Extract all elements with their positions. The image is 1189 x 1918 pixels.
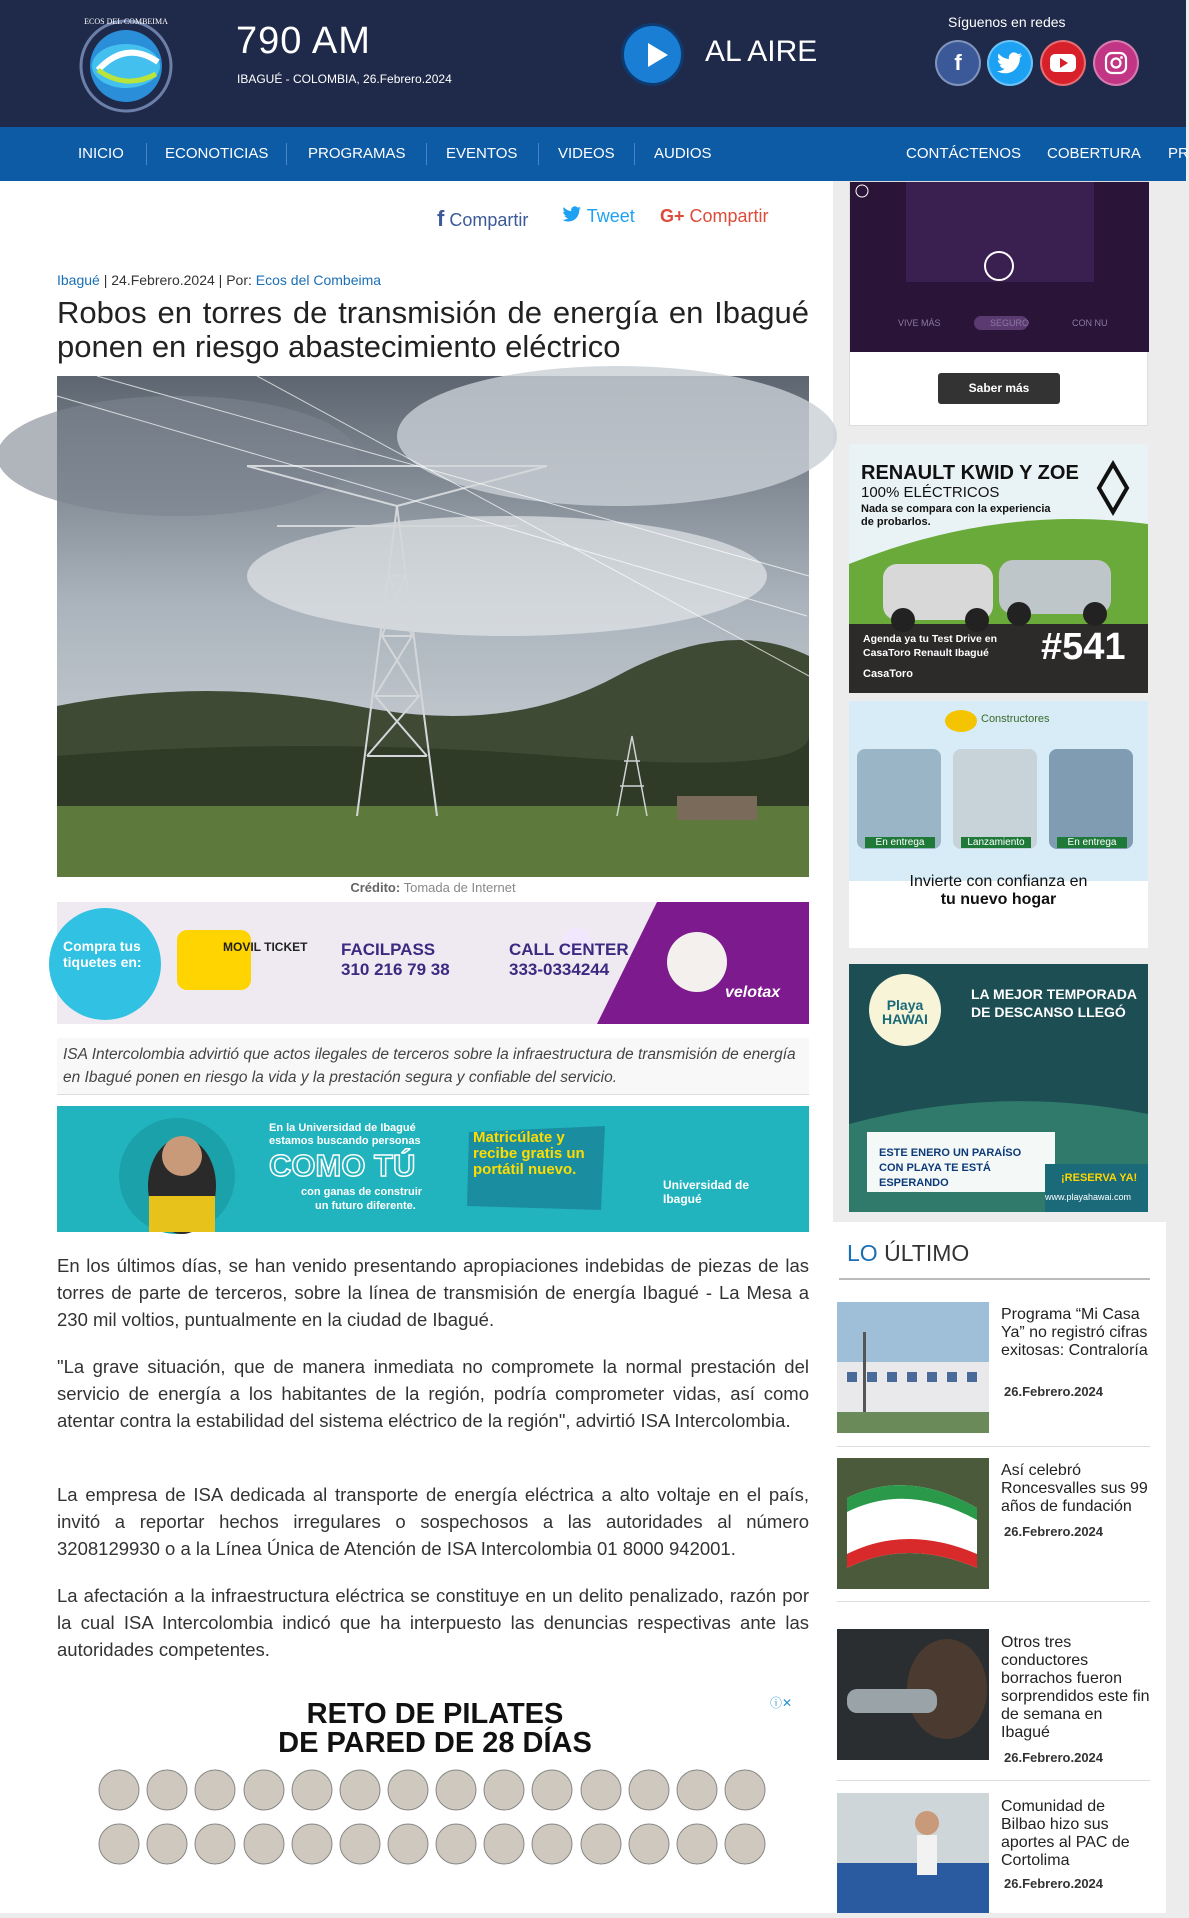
news-title-link[interactable]: Programa “Mi Casa Ya” no registró cifras exitosas: Contraloría: [1001, 1306, 1148, 1359]
latest-heading: LO ÚLTIMO: [847, 1240, 970, 1266]
latest-news-widget: [833, 1222, 1166, 1913]
pilates-days-grid: [90, 1770, 780, 1913]
article-date: 24.Febrero.2024: [111, 272, 215, 288]
news-date: 26.Febrero.2024: [1004, 1384, 1104, 1399]
facebook-icon[interactable]: f: [935, 40, 981, 86]
sidebar-ad-card[interactable]: VIVE MÁS SEGURO CON NU Saber más: [849, 181, 1148, 426]
velotax-ad-banner[interactable]: Compra tus tiquetes en: MOVIL TICKET FACILPASS 310 216 79 38 CALL CENTER 333-0334244 velotax: [57, 902, 809, 1024]
news-thumbnail[interactable]: [837, 1302, 989, 1433]
news-date: 26.Febrero.2024: [1004, 1876, 1104, 1891]
section-link[interactable]: Ibagué: [57, 272, 100, 288]
news-thumbnail[interactable]: [837, 1793, 989, 1913]
svg-text:ECOS DEL COMBEIMA: ECOS DEL COMBEIMA: [84, 17, 168, 26]
site-logo[interactable]: [68, 10, 186, 116]
nav-videos[interactable]: VIDEOS: [558, 145, 615, 162]
photo-credit: Crédito: Tomada de Internet: [350, 880, 516, 895]
ad-choices-icon[interactable]: ⓘ✕: [770, 1696, 793, 1710]
article-title: Robos en torres de transmisión de energía en Ibagué ponen en riesgo abastecimiento eléctrico: [57, 295, 809, 364]
google-plus-icon: G+: [660, 206, 685, 226]
playa-hawai-ad[interactable]: Playa HAWAI LA MEJOR TEMPORADA DE DESCANSO LLEGÓ ESTE ENERO UN PARAÍSO CON PLAYA TE ESTÁ ESPERANDO ¡RESERVA YA! www.playahawai.com: [849, 964, 1148, 1212]
station-frequency: 790 AM: [236, 20, 371, 62]
article-paragraph: La afectación a la infraestructura eléctrica se constituye en un delito penalizado, razón por la cual ISA Intercolombia indicó que ha interpuesto las denuncias respectivas ante las autoridades competentes.: [57, 1585, 809, 1660]
share-facebook-button[interactable]: f Compartir: [437, 206, 529, 231]
youtube-icon[interactable]: [1040, 40, 1086, 86]
pilates-ad[interactable]: ⓘ✕ RETO DE PILATES DE PARED DE 28 DÍAS: [90, 1690, 810, 1913]
news-title-link[interactable]: Otros tres conductores borrachos fueron sorprendidos este fin de semana en Ibagué: [1001, 1634, 1150, 1741]
news-date: 26.Febrero.2024: [1004, 1750, 1104, 1765]
article-photo: [57, 376, 809, 877]
play-button[interactable]: [621, 23, 684, 86]
instagram-icon[interactable]: [1093, 40, 1139, 86]
share-twitter-button[interactable]: Tweet: [562, 206, 635, 227]
main-nav: [0, 127, 1189, 181]
nav-audios[interactable]: AUDIOS: [654, 145, 712, 162]
nav-econoticias[interactable]: ECONOTICIAS: [165, 145, 269, 162]
divider: [839, 1278, 1150, 1280]
news-thumbnail[interactable]: [837, 1458, 989, 1589]
nav-contactenos[interactable]: CONTÁCTENOS: [906, 145, 1022, 162]
news-title-link[interactable]: Comunidad de Bilbao hizo sus aportes al PAC de Cortolima: [1001, 1798, 1130, 1869]
news-title-link[interactable]: Así celebró Roncesvalles sus 99 años de fundación: [1001, 1462, 1148, 1515]
article-meta: Ibagué | 24.Febrero.2024 | Por: Ecos del Combeima: [57, 272, 382, 288]
photo-caption: ISA Intercolombia advirtió que actos ilegales de terceros sobre la infraestructura de transmisión de energía en Ibagué ponen en riesgo la vida y la prestación segura y confiable del servicio.: [57, 1038, 809, 1095]
location-date: IBAGUÉ - COLOMBIA, 26.Febrero.2024: [237, 72, 452, 86]
nav-inicio[interactable]: INICIO: [78, 145, 124, 162]
nav-eventos[interactable]: EVENTOS: [446, 145, 518, 162]
constructores-ad[interactable]: Constructores En entrega Lanzamiento En entrega Invierte con confianza en tu nuevo hogar: [849, 701, 1148, 948]
news-date: 26.Febrero.2024: [1004, 1524, 1104, 1539]
share-google-button[interactable]: G+ Compartir: [660, 206, 769, 226]
facebook-icon: f: [437, 206, 445, 231]
article-paragraph: La empresa de ISA dedicada al transporte de energía eléctrica a alto voltaje en el país, invitó a reportar hechos irregulares o sospechosos a las autoridades al número 3208129930 o a la Línea Única de Atención de ISA Intercolombia 01 8000 942001.: [57, 1484, 809, 1559]
nav-more[interactable]: PR: [1168, 145, 1189, 162]
news-thumbnail[interactable]: [837, 1629, 989, 1760]
top-header: [0, 0, 1186, 127]
nav-cobertura[interactable]: COBERTURA: [1047, 145, 1141, 162]
social-label: Síguenos en redes: [948, 14, 1066, 30]
author-link[interactable]: Ecos del Combeima: [255, 272, 382, 288]
article-paragraph: En los últimos días, se han venido presentando apropiaciones indebidas de piezas de las torres de parte de terceros, sobre la línea de transmisión de energía Ibagué - La Mesa a 230 mil voltios, puntualmente en la ciudad de Ibagué.: [57, 1255, 809, 1330]
twitter-icon: [562, 206, 582, 226]
twitter-icon[interactable]: [987, 40, 1033, 86]
saber-mas-button[interactable]: Saber más: [938, 373, 1060, 404]
nav-programas[interactable]: PROGRAMAS: [308, 145, 406, 162]
on-air-label: AL AIRE: [705, 35, 818, 68]
renault-ad[interactable]: RENAULT KWID Y ZOE 100% ELÉCTRICOS Nada se compara con la experiencia de probarlos. Agenda ya tu Test Drive en CasaToro Renault Ibagué #541 CasaToro: [849, 444, 1148, 693]
article-paragraph: "La grave situación, que de manera inmediata no compromete la normal prestación del servicio de energía a los habitantes de la región, podría comprometer vidas, así como atentar contra la estabilidad del sistema eléctrico de la región", advirtió ISA Intercolombia.: [57, 1356, 809, 1431]
universidad-ad-banner[interactable]: En la Universidad de Ibagué estamos buscando personas COMO TÚ con ganas de construir un futuro diferente. Matricúlate y recibe gratis un portátil nuevo. Universidad de Ibagué: [57, 1106, 809, 1232]
